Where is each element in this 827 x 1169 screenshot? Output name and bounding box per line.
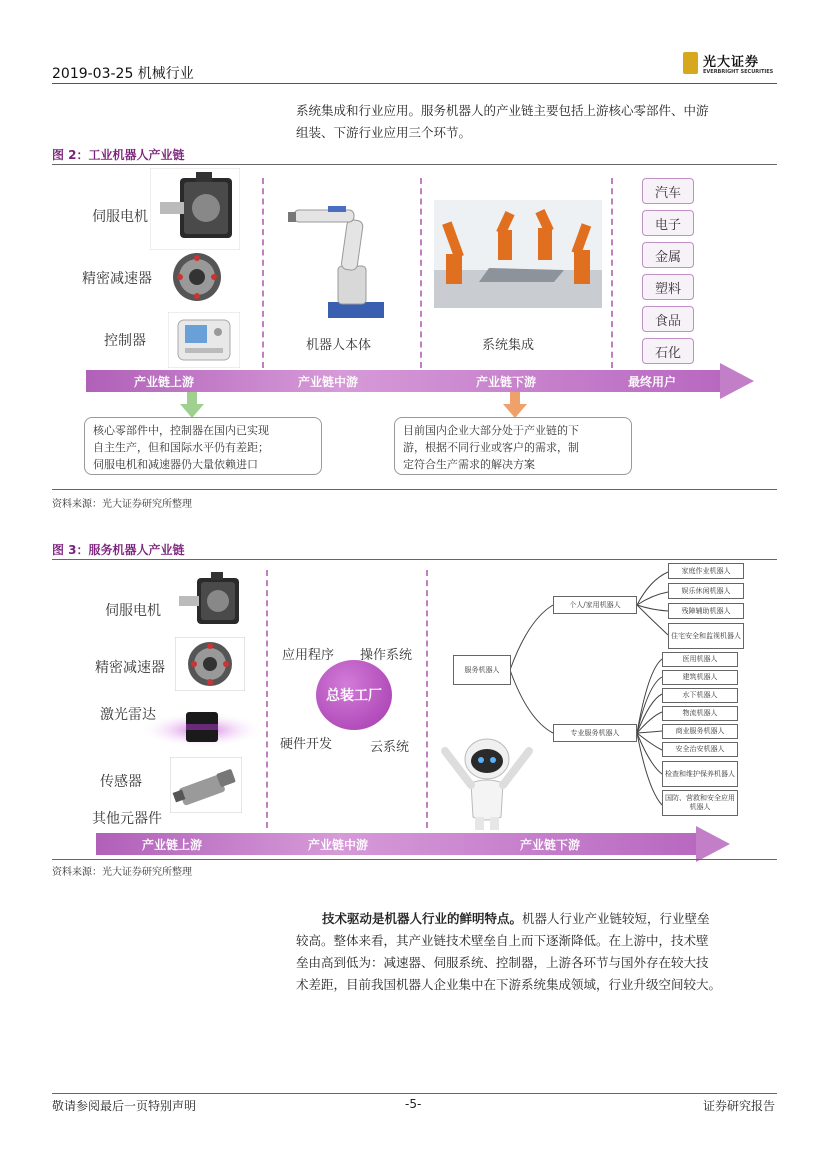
sensor-image — [170, 757, 242, 813]
note-line: 游，根据不同行业或客户的需求，制 — [403, 441, 579, 454]
fig2-note-downstream — [394, 417, 632, 475]
intro-line: 组装、下游行业应用三个环节。 — [296, 125, 472, 140]
fig2-arrow-label: 产业链下游 — [476, 375, 537, 389]
note-line: 定符合生产需求的解决方案 — [403, 458, 535, 471]
tree-leaf: 检查和维护保养机器人 — [662, 761, 738, 787]
tree-leaf: 残障辅助机器人 — [668, 603, 744, 619]
fig3-mid-word: 应用程序 — [282, 648, 335, 663]
controller-image — [168, 312, 240, 368]
industry-list — [642, 178, 694, 364]
reducer-image — [175, 637, 245, 691]
green-down-arrow-icon — [180, 392, 204, 418]
body-paragraph — [296, 908, 781, 996]
fig2-midstream-label: 机器人本体 — [306, 338, 372, 353]
fig3-mid-word: 操作系统 — [360, 648, 413, 663]
footer-rule — [52, 1093, 777, 1094]
body-line: 垒由高到低为：减速器、伺服系统、控制器，上游各环节与国外存在较大技 — [296, 955, 709, 970]
industry-item: 电子 — [642, 210, 694, 236]
fig3-arrow-label: 产业链下游 — [520, 838, 581, 852]
tree-leaf: 安全治安机器人 — [662, 742, 738, 757]
tree-leaf: 医用机器人 — [662, 652, 738, 667]
tree-root: 服务机器人 — [453, 655, 511, 685]
servo-motor-image — [175, 570, 245, 632]
footer-report-type: 证券研究报告 — [703, 1099, 776, 1113]
arrow-head-icon — [696, 826, 730, 862]
divider-dashed — [262, 178, 264, 368]
fig2-arrow-label: 产业链上游 — [134, 375, 195, 389]
tree-leaf: 物流机器人 — [662, 706, 738, 721]
logo-name: 光大证券 — [703, 55, 760, 70]
company-logo — [683, 52, 783, 78]
fig2-arrow-label: 最终用户 — [628, 375, 677, 389]
assembly-factory-circle — [316, 660, 392, 730]
tree-leaf: 娱乐休闲机器人 — [668, 583, 744, 599]
header-date-industry: 2019-03-25 机械行业 — [52, 66, 194, 82]
servo-motor-image — [150, 168, 240, 250]
fig3-mid-word: 硬件开发 — [280, 737, 333, 752]
divider-dashed — [420, 178, 422, 368]
fig3-mid-center: 总装工厂 — [326, 688, 382, 704]
logo-mark-icon — [683, 52, 698, 74]
industry-item: 塑料 — [642, 274, 694, 300]
orange-down-arrow-icon — [503, 392, 527, 418]
divider-dashed — [266, 570, 268, 828]
figure2-bottom-rule — [52, 489, 777, 490]
tree-leaf: 国防、营救和安全应用机器人 — [662, 790, 738, 816]
footer-page-number: -5- — [405, 1097, 422, 1111]
divider-dashed — [426, 570, 428, 828]
fig3-upstream-label: 传感器 — [100, 774, 142, 790]
industrial-robot-arm-image — [288, 196, 396, 321]
body-line: 术差距，目前我国机器人企业集中在下游系统集成领域，行业升级空间较大。 — [296, 977, 722, 992]
tree-leaf: 家庭作业机器人 — [668, 563, 744, 579]
figure2-source: 资料来源：光大证券研究所整理 — [52, 499, 192, 510]
figure3-source: 资料来源：光大证券研究所整理 — [52, 867, 192, 878]
arrow-head-icon — [720, 363, 754, 399]
figure2-top-rule — [52, 164, 777, 165]
tree-branch: 专业服务机器人 — [553, 724, 637, 742]
fig3-arrow-label: 产业链中游 — [308, 838, 369, 852]
industry-item: 汽车 — [642, 178, 694, 204]
industry-item: 食品 — [642, 306, 694, 332]
fig2-upstream-label: 精密减速器 — [82, 271, 152, 287]
fig3-upstream-label: 伺服电机 — [105, 603, 161, 619]
tree-leaf: 住宅安全和监视机器人 — [668, 623, 744, 649]
header-rule — [52, 83, 777, 84]
fig2-upstream-label: 伺服电机 — [92, 209, 148, 225]
tree-leaf: 水下机器人 — [662, 688, 738, 703]
figure2-title: 图 2：工业机器人产业链 — [52, 148, 185, 162]
intro-paragraph — [296, 100, 781, 144]
tree-leaf: 商业服务机器人 — [662, 724, 738, 739]
figure3-bottom-rule — [52, 859, 777, 860]
industry-item: 金属 — [642, 242, 694, 268]
fig3-upstream-label: 精密减速器 — [95, 660, 165, 676]
reducer-image — [168, 250, 226, 304]
note-line: 核心零部件中，控制器在国内已实现 — [93, 424, 269, 437]
fig2-note-upstream — [84, 417, 322, 475]
fig3-upstream-label: 激光雷达 — [100, 707, 156, 723]
fig3-upstream-label: 其他元器件 — [92, 811, 162, 827]
fig2-upstream-label: 控制器 — [104, 333, 146, 349]
note-line: 目前国内企业大部分处于产业链的下 — [403, 424, 579, 437]
logo-english: EVERBRIGHT SECURITIES — [703, 69, 774, 75]
fig3-mid-word: 云系统 — [370, 740, 410, 755]
note-line: 伺服电机和减速器仍大量依赖进口 — [93, 458, 258, 471]
industry-item: 石化 — [642, 338, 694, 364]
body-line-rest: 机器人行业产业链较短，行业壁垒 — [522, 911, 710, 926]
tree-leaf: 建筑机器人 — [662, 670, 738, 685]
system-integration-image — [434, 200, 602, 308]
footer-disclaimer: 敬请参阅最后一页特别声明 — [52, 1099, 197, 1113]
body-line — [296, 908, 781, 930]
fig2-arrow-label: 产业链中游 — [298, 375, 359, 389]
body-line: 较高。整体来看，其产业链技术壁垒自上而下逐渐降低。在上游中，技术壁 — [296, 933, 709, 948]
body-bold-lead: 技术驱动是机器人行业的鲜明特点。 — [322, 911, 523, 926]
tree-branch: 个人/家用机器人 — [553, 596, 637, 614]
fig2-downstream-label: 系统集成 — [482, 338, 535, 353]
figure3-title: 图 3：服务机器人产业链 — [52, 543, 185, 557]
lidar-image — [140, 704, 265, 750]
divider-dashed — [611, 178, 613, 368]
intro-line: 系统集成和行业应用。服务机器人的产业链主要包括上游核心零部件、中游 — [296, 103, 709, 118]
fig3-arrow-label: 产业链上游 — [142, 838, 203, 852]
note-line: 自主生产，但和国际水平仍有差距； — [93, 441, 269, 454]
